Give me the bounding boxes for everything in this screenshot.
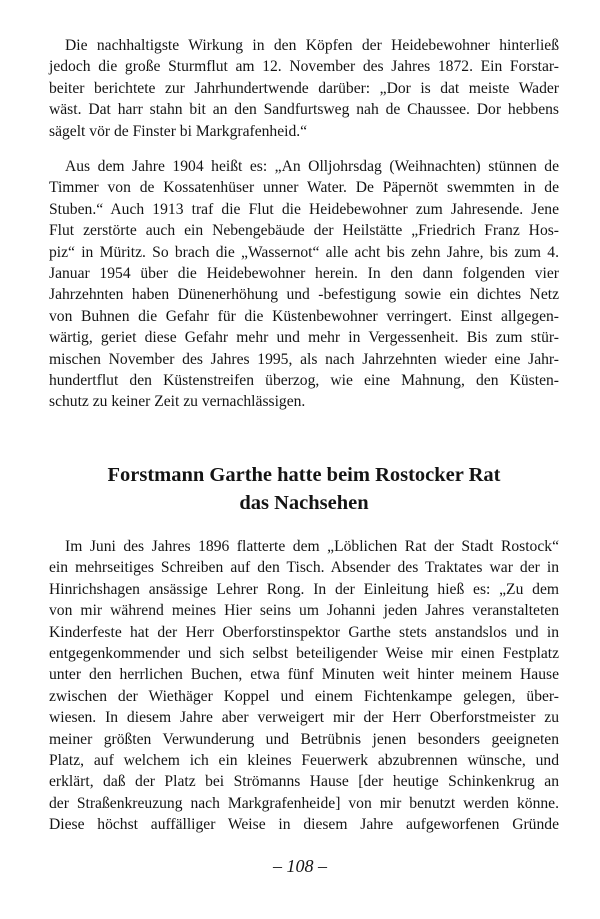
paragraph-line: erklärt, daß der Platz bei Strömanns Hause [der heutige Schinkenkrug an	[49, 773, 559, 791]
paragraph-line: Timmer von de Kossatenhüser unner Water. De Päpernöt swemmten in de	[49, 179, 559, 197]
paragraph-line: von Buhnen die Gefahr für die Küstenbewohner verringert. Einst allgegen-	[49, 307, 559, 325]
paragraph-line: unter den herrlichen Buchen, etwa fünf Minuten weit hinter meinem Hause	[49, 666, 559, 684]
paragraph-line: der Straßenkreuzung nach Markgrafenheide] von mir benutzt werden könne.	[49, 794, 559, 812]
paragraph-line: von mir während meines Hier seins um Johanni jeden Jahres veranstalteten	[49, 602, 559, 620]
paragraph-line: Aus dem Jahre 1904 heißt es: „An Olljohrsdag (Weihnachten) stünnen de	[65, 158, 559, 175]
paragraph-line: wiesen. In diesem Jahre aber verweigert mir der Herr Oberforstmeister zu	[49, 709, 559, 727]
paragraph-line: Im Juni des Jahres 1896 flatterte dem „Löblichen Rat der Stadt Rostock“	[65, 538, 559, 555]
paragraph-line: Kinderfeste hat der Herr Oberforstinspektor Garthe stets anstandslos und in	[49, 623, 559, 641]
paragraph-line: entgegenkommender und sich selbst beteiligender Weise mir einen Festplatz	[49, 645, 559, 663]
paragraph-line: Flut zerstörte auch ein Nebengebäude der Heilstätte „Friedrich Franz Hos-	[49, 222, 559, 240]
paragraph-line: piz“ in Müritz. So brach die „Wassernot“ alle acht bis zehn Jahre, bis zum 4.	[49, 243, 559, 261]
paragraph-1	[49, 35, 559, 142]
paragraph-line: Jahrzehnten haben Dünenerhöhung und -befestigung sowie ein dichtes Netz	[49, 286, 559, 304]
paragraph-line: sägelt vör de Finster bi Markgrafenheid.“	[49, 122, 308, 140]
paragraph-line: Platz, auf welchem ich ein kleines Feuerwerk abzubrennen wünsche, und	[49, 752, 559, 770]
paragraph-line: wäst. Dat harr stahn bit an den Sandfurtsweg nah de Chaussee. Dor hebbens	[49, 101, 559, 119]
paragraph-line: Die nachhaltigste Wirkung in den Köpfen der Heidebewohner hinterließ	[65, 37, 559, 54]
page-number: – 108 –	[273, 856, 327, 876]
paragraph-line: beiter berichtete zur Jahrhundertwende darüber: „Dor is dat meiste Wader	[49, 79, 559, 97]
paragraph-line: ein mehrseitiges Schreiben auf den Tisch. Absender des Traktates war der in	[49, 559, 559, 577]
paragraph-line: schutz zu keiner Zeit zu vernachlässigen.	[49, 393, 306, 411]
paragraph-line: meiner größten Verwunderung und Betrübnis jenen besonders geeigneten	[49, 730, 559, 748]
paragraph-line: Hinrichshagen ansässige Lehrer Rong. In der Einleitung hieß es: „Zu dem	[49, 580, 559, 598]
paragraph-line: mischen November des Jahres 1995, als nach Jahrzehnten wieder eine Jahr-	[49, 350, 559, 368]
section-heading-line-1: Forstmann Garthe hatte beim Rostocker Rat	[107, 464, 501, 486]
paragraph-2	[49, 156, 559, 413]
paragraph-line: zwischen der Wiethäger Koppel und einem Fichtenkampe gelegen, über-	[49, 687, 559, 705]
paragraph-line: Januar 1954 über die Heidebewohner herein. In den dann folgenden vier	[49, 265, 559, 283]
paragraph-line: wärtig, geriet diese Gefahr mehr und mehr in Vergessenheit. Bis zum stür-	[49, 329, 559, 347]
section-heading	[49, 461, 559, 517]
paragraph-line: Stuben.“ Auch 1913 traf die Flut die Heidebewohner zum Jahresende. Jene	[49, 200, 559, 218]
section-heading-line-2: das Nachsehen	[239, 492, 369, 514]
paragraph-3	[49, 536, 559, 836]
paragraph-line: jedoch die große Sturmflut am 12. November des Jahres 1872. Ein Forstar-	[49, 58, 559, 76]
paragraph-line: Diese höchst auffälliger Weise in diesem Jahre aufgeworfenen Gründe	[49, 816, 559, 834]
paragraph-line: hundertflut den Küstenstreifen überzog, wie eine Mahnung, den Küsten-	[49, 372, 559, 390]
